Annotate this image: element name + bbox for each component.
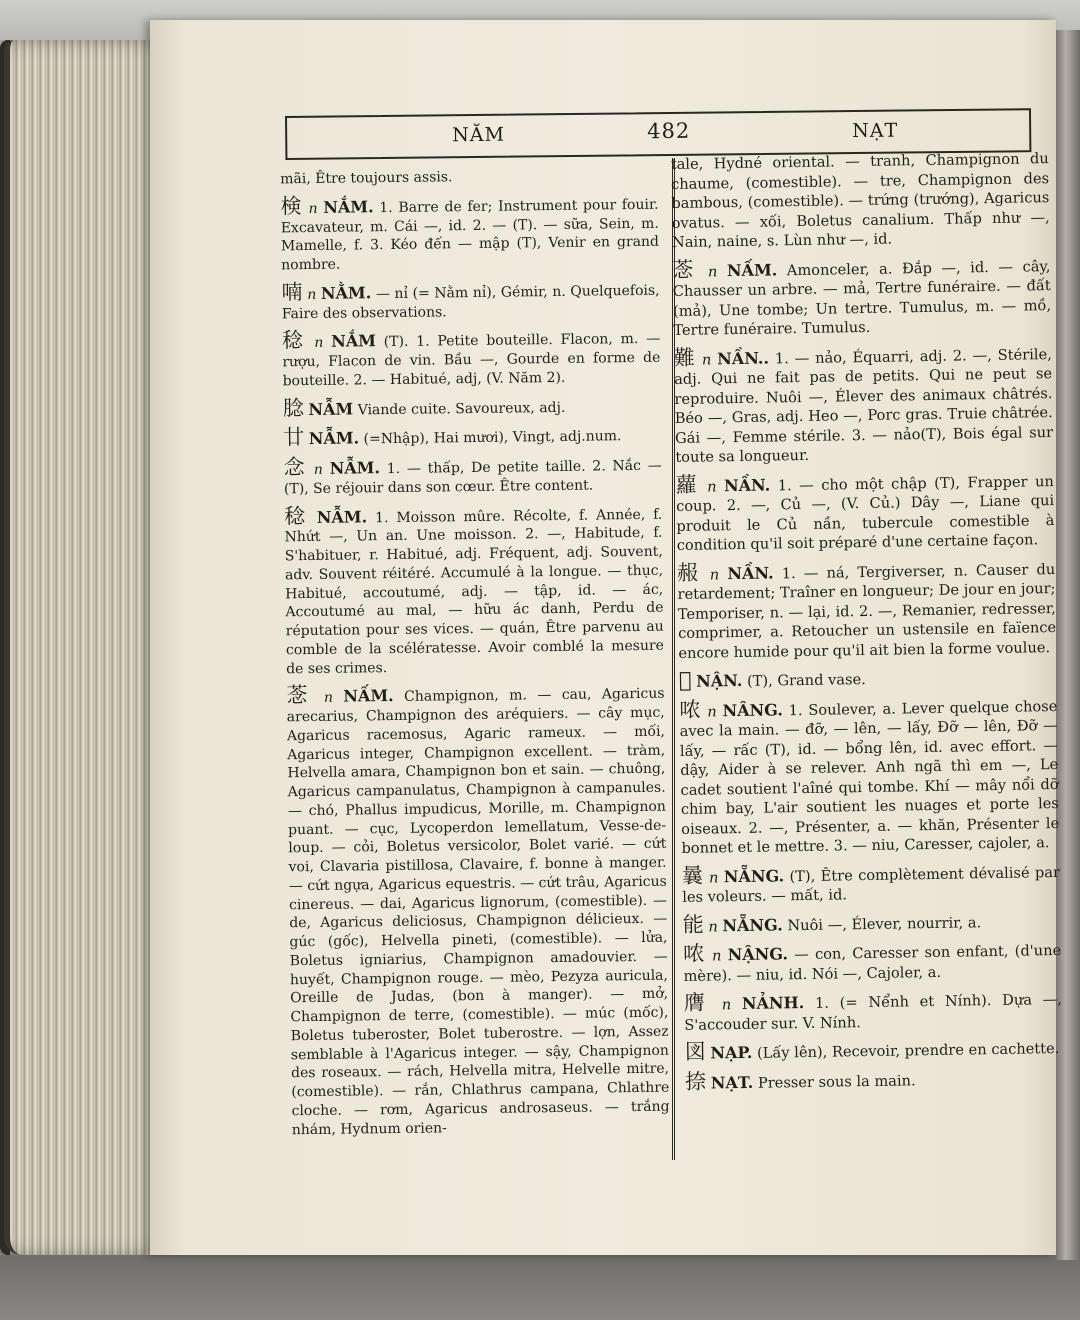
han-character: 腍 xyxy=(282,395,305,420)
headword: NẪM. xyxy=(308,428,360,449)
dictionary-entry xyxy=(674,343,1054,468)
definition-text: tale, Hydné oriental. — tranh, Champignon du chaume, (comestible). — tre, Champignon des bambous, (comestible). — trứng (trướng), Agaricus ovatus. — xối, Boletus canalium. Thấp như —, Nain, naine, s. Lùn như —, id. xyxy=(670,150,1050,252)
headword: NẪM xyxy=(308,398,354,419)
dictionary-entry xyxy=(284,454,662,499)
dictionary-entry xyxy=(679,665,1057,692)
han-character: 蘿 xyxy=(675,472,700,497)
headword: NẦN. xyxy=(727,562,774,583)
part-of-speech: n xyxy=(698,262,728,281)
definition-text: 1. — nảo, Équarri, adj. 2. —, Stérile, adj. Qui ne fait pas de petits. Qui ne peut se reproduire. Nuôi —, Élever des animaux châtrés. Béo —, Gras, adj. Heo —, Porc gras. Truie châtrée. Gái —, Femme stérile. 3. — nảo(T), Bois égal sur toute sa longueur. xyxy=(674,345,1054,466)
headword: NẢNH. xyxy=(741,993,805,1014)
definition-text: (=Nhập), Hai mươi), Vingt, adj.num. xyxy=(363,428,622,448)
definition-text: 1. Barre de fer; Instrument pour fouir. Excavateur, m. Cái —, id. 2. — (T). — sữa, Sein, m. Mamelle, f. 3. Kéo đến — mập (T), Venir en grand nombre. xyxy=(280,196,660,274)
han-character: 喃 xyxy=(281,279,303,305)
headword: NẰM. xyxy=(320,282,372,303)
headword: NẪM. xyxy=(316,506,368,527)
definition-text: Nuôi —, Élever, nourrir, a. xyxy=(787,913,982,934)
definition-text: (T). 1. Petite bouteille. Flacon, m. — rượu, Flacon de vin. Bầu —, Gourde en forme de bouteille. 2. — Habitué, adj, (V. Năm 2). xyxy=(282,330,661,390)
headword: NẤM. xyxy=(343,686,394,706)
right-column xyxy=(671,149,1064,1098)
continued-text xyxy=(671,149,1050,252)
headword: NẮM xyxy=(331,331,377,351)
dictionary-entry xyxy=(685,1066,1063,1093)
han-character: 菍 xyxy=(286,683,314,708)
dictionary-entry xyxy=(679,695,1059,859)
definition-text: 1. — thấp, De petite taille. 2. Nắc — (T), Se réjouir dans son cœur. Être content. xyxy=(283,457,662,498)
header-right-word: NẠT xyxy=(852,119,899,143)
part-of-speech: n xyxy=(703,917,723,936)
han-character: 菍 xyxy=(672,257,699,282)
definition-text: (T), Grand vase. xyxy=(746,671,866,690)
part-of-speech: n xyxy=(705,947,728,965)
han-character: 能 xyxy=(682,912,704,937)
dictionary-entry xyxy=(684,988,1063,1035)
definition-text: — nỉ (= Nằm nỉ), Gémir, n. Quelquefois, Faire des observations. xyxy=(281,282,660,322)
definition-text: 1. — cho một chập (T), Frapper un coup. 2. —, Củ —, (V. Củ.) Dây —, Liane qui produit le Củ nần, tubercule comestible à condition qu'il soit préparé d'une certaine façon. xyxy=(676,472,1055,554)
han-character: 廿 xyxy=(283,425,305,450)
han-character: 曩 xyxy=(681,863,704,888)
continued-text xyxy=(280,166,658,189)
headword: NÂNG. xyxy=(722,699,783,720)
header-left-word: NĂM xyxy=(452,123,506,147)
definition-text: — con, Caresser son enfant, (d'une mère). — niu, id. Nói —, Cajoler, a. xyxy=(683,941,1062,985)
headword: NẴNG. xyxy=(723,865,785,886)
han-character: 哝 xyxy=(682,941,706,966)
part-of-speech: n xyxy=(302,286,322,303)
dictionary-entry xyxy=(677,558,1057,663)
dictionary-entry xyxy=(683,939,1062,986)
part-of-speech: n xyxy=(302,200,324,217)
book-cover-bottom xyxy=(0,1255,1080,1320)
dictionary-entry xyxy=(672,255,1051,341)
definition-text: 1. — ná, Tergiverser, n. Causer du retardement; Traîner en longueur; De jour en jour; Temporiser, n. — lại, id. 2. —, Remanier, redresser, comprimer, a. Retoucher un ustensile en faïence encore humide pour qu'il ait bien la forme voulue. xyxy=(677,560,1057,662)
dictionary-entry xyxy=(283,424,661,450)
part-of-speech: n xyxy=(699,477,725,496)
definition-text: Champignon, m. — cau, Agaricus arecarius, Champignon des aréquiers. — cây mục, Agaricus racemosus, Agaric rameux. — mối, Agaricus integer, Champignon excellent. — tràm, Helvella amara, Champignon bon et sain. — chuông, Agaricus campanulatus, Champignon à campanules. — chó, Phallus impudicus, Morille, m. Champignon puant. — cục, Lycoperdon lemellatum, Vesse-de-loup. — cỏi, Boletus versicolor, Bolet varié. — cứt voi, Clavaria pistillosa, Clavaire, f. bonne à manger. — cứt ngựa, Agaricus equestris. — cứt trâu, Agaricus cinereus. — dai, Agaricus lignorum, (comestible). — de, Agaricus deliciosus, Champignon délicieux. — gúc (gốc), Helvella pineti, (comestible). — lửa, Boletus igniarius, Champignon amadouvier. — huyết, Champignon rouge. — mèo, Pezyza auricula, Oreille de Judas, (bon à manger). — mở, Champignon de terre, (comestible). — múc (mốc), Boletus tuberoster, Bolet tuberostre. — lợn, Assez semblable à l'Agaricus integer. — sậy, Champignon des roseaux. — rách, Helvella mitra, Helvelle mitre, (comestible). — rắn, Chlathrus campana, Chlathre cloche. — rơm, Agaricus androsaseus. — trắng nhám, Hydnum orien- xyxy=(286,685,670,1138)
definition-text: Amonceler, a. Đắp —, id. — cây, Chausser un arbre. — mả, Tertre funéraire. — đất (mả), Une tombe; Un tertre. Tumulus, m. — mồ, Tertre funéraire. Tumulus. xyxy=(672,257,1052,340)
headword: NẬNG. xyxy=(727,944,789,965)
han-character: 膺 xyxy=(683,990,712,1015)
dictionary-entry xyxy=(282,327,661,391)
han-character: 検 xyxy=(280,193,303,219)
definition-text: Viande cuite. Savoureux, adj. xyxy=(357,399,566,418)
han-character: 稔 xyxy=(284,503,309,528)
part-of-speech: n xyxy=(306,461,330,479)
headword: NẮM. xyxy=(323,196,374,217)
part-of-speech: n xyxy=(701,565,728,584)
dictionary-entry xyxy=(280,192,659,275)
headword: NẴNG. xyxy=(722,914,783,935)
han-character: 図 xyxy=(684,1039,706,1064)
han-character: 𤭸 xyxy=(678,667,692,692)
han-character: 難 xyxy=(673,345,697,370)
definition-text: 1. Soulever, a. Lever quelque chose avec la main. — đỡ, — lên, — lấy, Đỡ — lên, Đỡ — lấy, — rấc (T), id. — bổng lên, id. avec effort. — dậy, Aider à se relever. Anh ngã thì em —, Le cadet soutient l'aîné qui tombe. Khí — mây nổi dỡ chim bay, L'air soutient les nuages et porte les oiseaux. 2. —, Présenter, a. — khăn, Présenter le bonnet et le mettre. 3. — niu, Caresser, cajoler, a. xyxy=(679,697,1060,857)
han-character: 捺 xyxy=(684,1069,707,1094)
part-of-speech: n xyxy=(703,868,724,887)
definition-text: 1. (= Nểnh et Nính). Dựa —, S'accouder sur. V. Nính. xyxy=(684,990,1063,1034)
page-edges-stack xyxy=(4,40,172,1255)
headword: NẠT. xyxy=(710,1072,754,1093)
headword: NẪM. xyxy=(329,458,381,478)
han-character: 念 xyxy=(283,455,308,480)
part-of-speech: n xyxy=(695,350,718,369)
page-number: 482 xyxy=(647,118,691,144)
part-of-speech: n xyxy=(306,334,332,352)
han-character: 稔 xyxy=(282,328,307,353)
part-of-speech: n xyxy=(710,996,743,1014)
dictionary-entry xyxy=(283,394,661,420)
dictionary-entry xyxy=(284,502,664,678)
part-of-speech: n xyxy=(313,689,344,707)
headword: NẦN. xyxy=(723,475,771,495)
dictionary-entry xyxy=(676,470,1055,556)
headword: NẤM. xyxy=(726,259,778,280)
headword: NẦN.. xyxy=(717,348,770,368)
part-of-speech: n xyxy=(701,702,723,721)
dictionary-entry xyxy=(682,861,1061,908)
dictionary-entry xyxy=(286,682,670,1140)
dictionary-entry xyxy=(685,1037,1063,1064)
han-character: 赧 xyxy=(676,560,702,585)
definition-text: 1. Moisson mûre. Récolte, f. Année, f. Nhứt —, Un an. Une moisson. 2. —, Habitude, f. S'habituer, r. Habitué, adj. Fréquent, adj. Souvent, adv. Souvent réitéré. Accumulé à la longue. — thục, Habitué, accoutumé, adj. — tập, id. — ác, Accoutumé au mal, — hữu ác danh, Perdu de réputation pour ses vices. — quán, Être parvenu au comble de la scélératesse. Avoir comblé la mesure de ses crimes. xyxy=(284,506,664,677)
dictionary-entry xyxy=(281,278,659,323)
headword: NẬN. xyxy=(695,670,743,691)
definition-text: mãi, Être toujours assis. xyxy=(280,169,453,188)
definition-text: (Lấy lên), Recevoir, prendre en cachette. xyxy=(756,1040,1060,1062)
headword: NẠP. xyxy=(710,1042,753,1063)
han-character: 哝 xyxy=(679,697,702,722)
definition-text: Presser sous la main. xyxy=(757,1071,916,1092)
left-column xyxy=(280,166,670,1144)
definition-text: (T), Être complètement dévalisé par les voleurs. — mất, id. xyxy=(682,863,1061,906)
dictionary-entry xyxy=(683,909,1061,936)
